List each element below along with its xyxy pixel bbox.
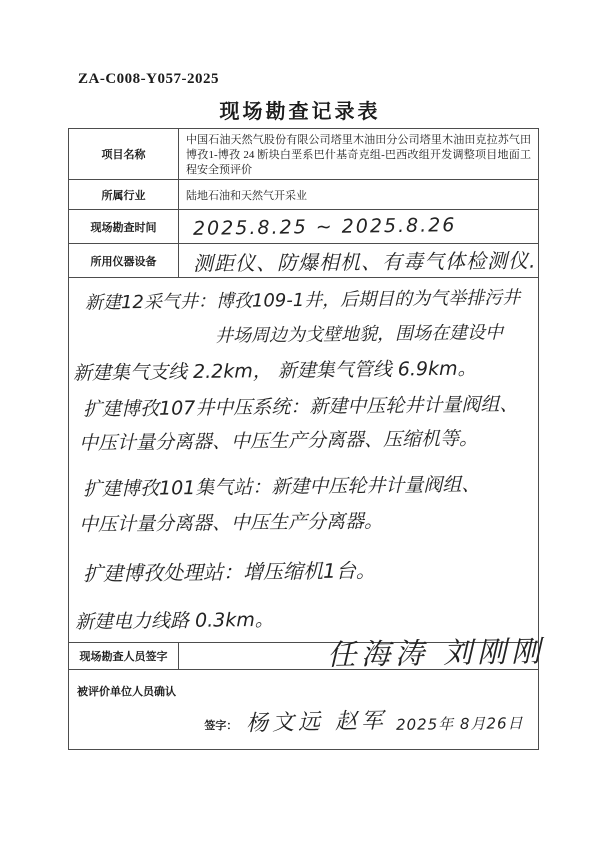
survey-form-table [68,128,546,750]
row-instruments [69,244,538,278]
field-value-survey-time [179,210,538,243]
note-line-gas-lines: 新建集气支线 2.2km， 新建集气管线 6.9km。 [72,357,477,385]
field-label-surveyor-signature: 现场勘查人员签字 [69,643,179,669]
field-value-instruments [179,244,538,277]
note-line-bozi107-equipment: 中压计量分离器、中压生产分离器、压缩机等。 [78,427,479,455]
row-survey-time [69,210,538,244]
field-value-industry: 陆地石油和天然气开采业 [186,189,307,202]
document-number: ZA-C008-Y057-2025 [78,71,219,87]
handwritten-instruments: 测距仪、防爆相机、有毒气体检测仪. [192,248,537,276]
note-line-bozi107-expansion: 扩建博孜107井中压系统：新建中压轮井计量阀组、 [82,393,519,421]
note-line-bozi101-expansion: 扩建博孜101集气站：新建中压轮井计量阀组、 [82,473,481,501]
field-label-industry: 所属行业 [69,180,179,209]
field-label-instruments: 所用仪器设备 [69,244,179,277]
page-title: 现场勘查记录表 [219,101,381,123]
handwritten-confirmation-signatures: 杨文远 赵军 [246,708,388,737]
survey-notes-cell [69,278,538,643]
note-line-processing-station: 扩建博孜处理站：增压缩机1台。 [82,558,376,586]
confirmation-sign-line [204,705,524,736]
note-line-well-site-terrain: 井场周边为戈壁地貌，围场在建设中 [214,322,504,347]
field-label-project-name: 项目名称 [69,129,179,179]
field-label-survey-time: 现场勘查时间 [69,210,179,243]
handwritten-confirmation-date: 2025年 8月26日 [396,714,525,734]
handwritten-surveyor-signatures: 任海涛 刘刚刚 [326,634,546,672]
surveyor-signature-cell [179,634,546,672]
note-line-new-wells: 新建12采气井：博孜109-1井，后期目的为气举排污井 [84,287,521,314]
note-line-bozi101-equipment: 中压计量分离器、中压生产分离器。 [78,510,384,536]
row-surveyor-signature [69,634,546,672]
note-line-power-line: 新建电力线路 0.3km。 [74,608,274,634]
handwritten-survey-dates: 2025.8.25 ~ 2025.8.26 [192,213,457,240]
field-value-project-name: 中国石油天然气股份有限公司塔里木油田分公司塔里木油田克拉苏气田博孜1-博孜 24 断块白垩系巴什基奇克组-巴西改组开发调整项目地面工程安全预评价 [186,134,531,176]
sign-here-label: 签字： [204,720,238,732]
field-label-unit-confirmation: 被评价单位人员确认 [77,686,176,698]
row-evaluated-unit-confirmation [69,670,538,749]
row-project-name [69,129,538,180]
row-industry [69,180,538,210]
